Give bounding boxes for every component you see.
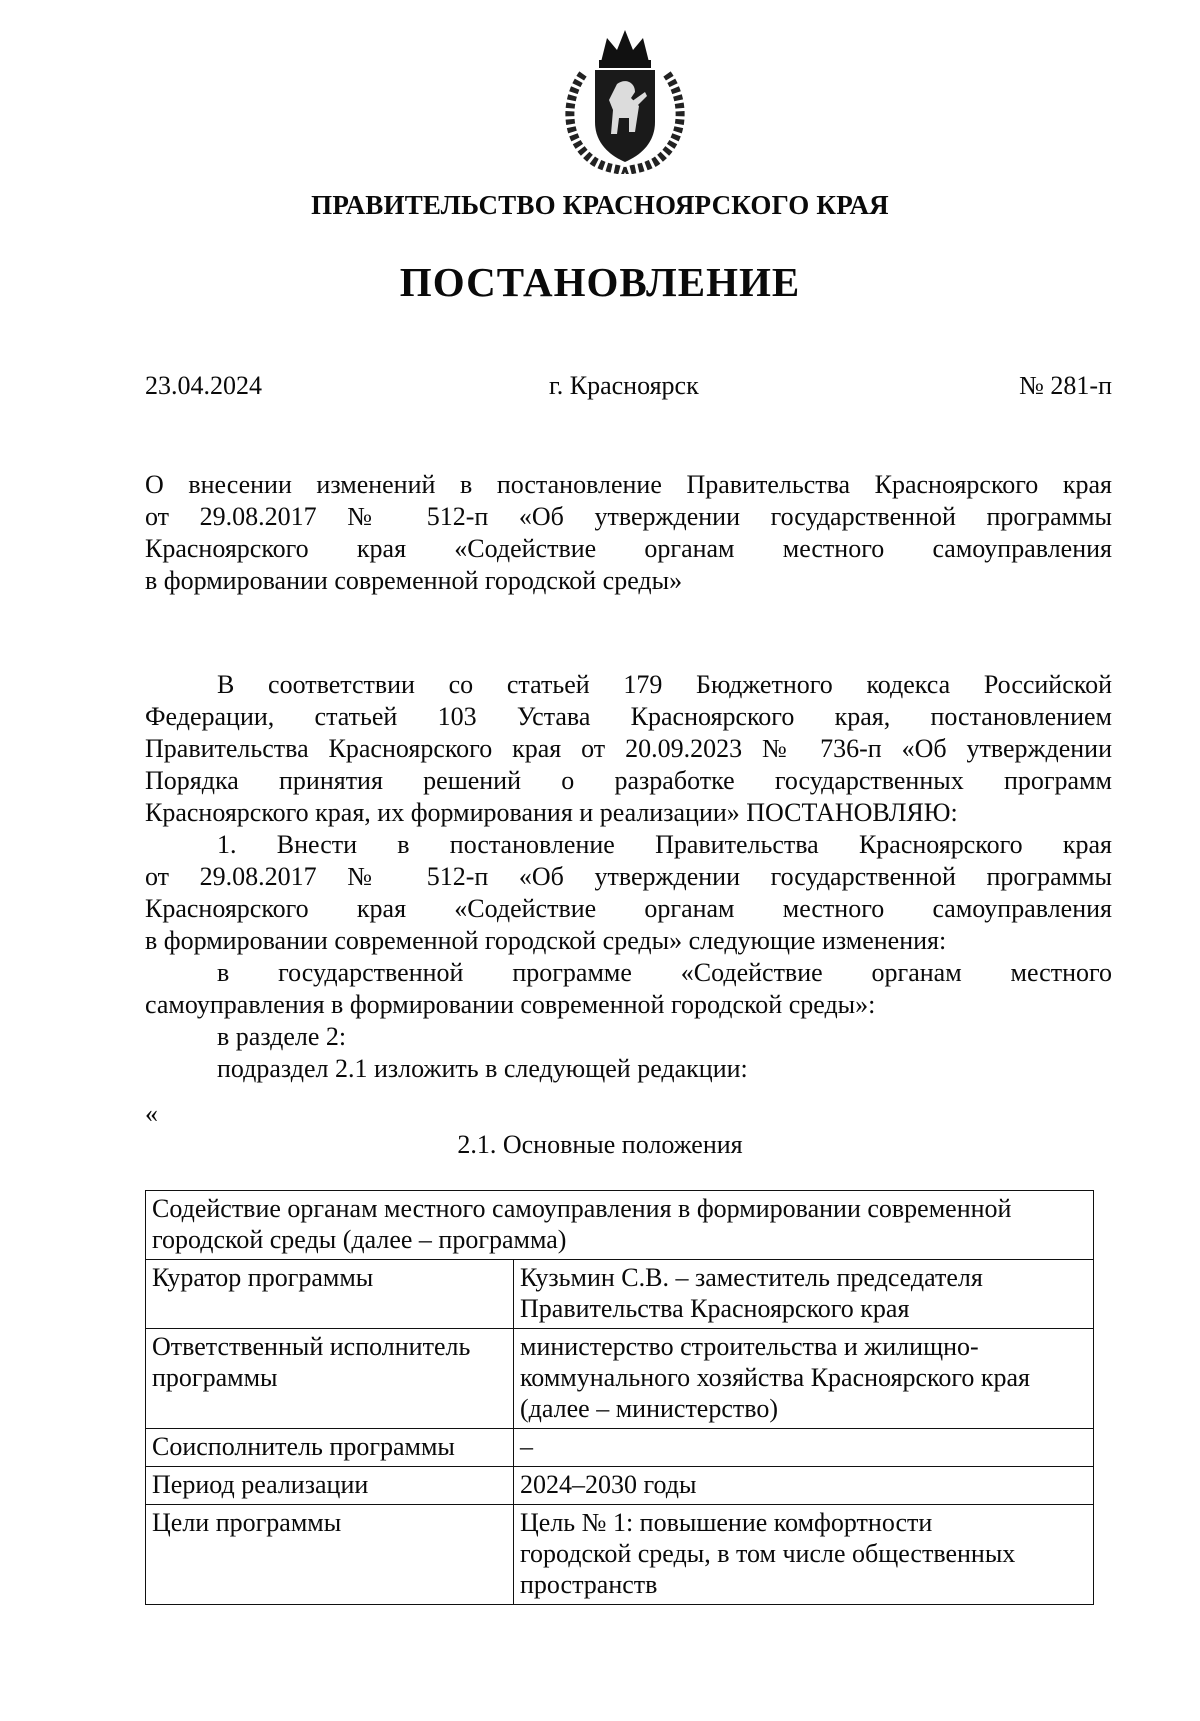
table-row — [146, 1429, 1094, 1467]
opening-quote-mark: « — [145, 1099, 158, 1128]
document-type-heading: ПОСТАНОВЛЕНИЕ — [399, 259, 801, 305]
cell-line: пространств — [520, 1570, 658, 1599]
cell-line: Цели программы — [152, 1508, 342, 1537]
body-line: Порядка принятия решений о разработке государственных программ — [145, 766, 1112, 795]
document-number: № 281-п — [1019, 371, 1112, 400]
table-row — [146, 1329, 1094, 1429]
body-line: Федерации, статьей 103 Устава Красноярского края, постановлением — [145, 702, 1112, 731]
body-line: самоуправления в формировании современной городской среды»: — [145, 990, 876, 1019]
row-label-cell — [146, 1329, 514, 1429]
cell-line: коммунального хозяйства Красноярского края — [520, 1363, 1030, 1392]
row-value-cell — [514, 1505, 1094, 1605]
cell-line: Период реализации — [152, 1470, 369, 1499]
cell-line: Кузьмин С.В. – заместитель председателя — [520, 1263, 983, 1292]
cell-line: программы — [152, 1363, 278, 1392]
body-line: в разделе 2: — [217, 1022, 347, 1051]
body-line: Правительства Красноярского края от 20.09.2023 № 736-п «Об утверждении — [145, 734, 1112, 763]
cell-line: городской среды (далее – программа) — [152, 1225, 567, 1254]
row-value-cell — [514, 1429, 1094, 1467]
table-row — [146, 1260, 1094, 1329]
krasnoyarsk-coat-of-arms-icon — [555, 22, 695, 174]
body-line: подраздел 2.1 изложить в следующей редакции: — [217, 1054, 748, 1083]
cell-line: Ответственный исполнитель — [152, 1332, 471, 1361]
row-value-cell — [514, 1467, 1094, 1505]
cell-line: министерство строительства и жилищно- — [520, 1332, 979, 1361]
subsection-title: 2.1. Основные положения — [457, 1130, 743, 1159]
body-line: Красноярского края, их формирования и реализации» ПОСТАНОВЛЯЮ: — [145, 798, 958, 827]
cell-line: – — [520, 1432, 533, 1461]
body-line: в формировании современной городской среды» следующие изменения: — [145, 926, 947, 955]
body-line: 1. Внести в постановление Правительства Красноярского края — [217, 830, 1112, 859]
program-passport-table — [145, 1190, 1094, 1605]
row-label-cell — [146, 1260, 514, 1329]
cell-line: 2024–2030 годы — [520, 1470, 697, 1499]
row-label-cell — [146, 1505, 514, 1605]
document-city: г. Красноярск — [549, 371, 699, 400]
body-line: Красноярского края «Содействие органам местного самоуправления — [145, 894, 1112, 923]
cell-line: Правительства Красноярского края — [520, 1294, 910, 1323]
cell-line: городской среды, в том числе общественных — [520, 1539, 1016, 1568]
table-row — [146, 1505, 1094, 1605]
cell-line: Содействие органам местного самоуправления в формировании современной — [152, 1194, 1012, 1223]
government-title: ПРАВИТЕЛЬСТВО КРАСНОЯРСКОГО КРАЯ — [311, 190, 889, 220]
cell-line: Соисполнитель программы — [152, 1432, 455, 1461]
subject-line: в формировании современной городской среды» — [145, 566, 683, 595]
subject-line: О внесении изменений в постановление Правительства Красноярского края — [145, 470, 1112, 499]
body-line: В соответствии со статьей 179 Бюджетного кодекса Российской — [217, 670, 1112, 699]
row-label-cell — [146, 1467, 514, 1505]
row-value-cell — [514, 1260, 1094, 1329]
document-subject — [145, 469, 1112, 597]
body-line: от 29.08.2017 № 512-п «Об утверждении государственной программы — [145, 862, 1112, 891]
cell-line: Куратор программы — [152, 1263, 374, 1292]
document-date: 23.04.2024 — [145, 371, 262, 400]
body-line: в государственной программе «Содействие органам местного — [217, 958, 1112, 987]
table-row — [146, 1467, 1094, 1505]
subject-line: Красноярского края «Содействие органам местного самоуправления — [145, 534, 1112, 563]
cell-line: Цель № 1: повышение комфортности — [520, 1508, 933, 1537]
table-row — [146, 1191, 1094, 1260]
subject-line: от 29.08.2017 № 512-п «Об утверждении государственной программы — [145, 502, 1112, 531]
program-name-cell — [146, 1191, 1094, 1260]
cell-line: (далее – министерство) — [520, 1394, 779, 1423]
document-body — [145, 669, 1112, 1085]
row-value-cell — [514, 1329, 1094, 1429]
row-label-cell — [146, 1429, 514, 1467]
